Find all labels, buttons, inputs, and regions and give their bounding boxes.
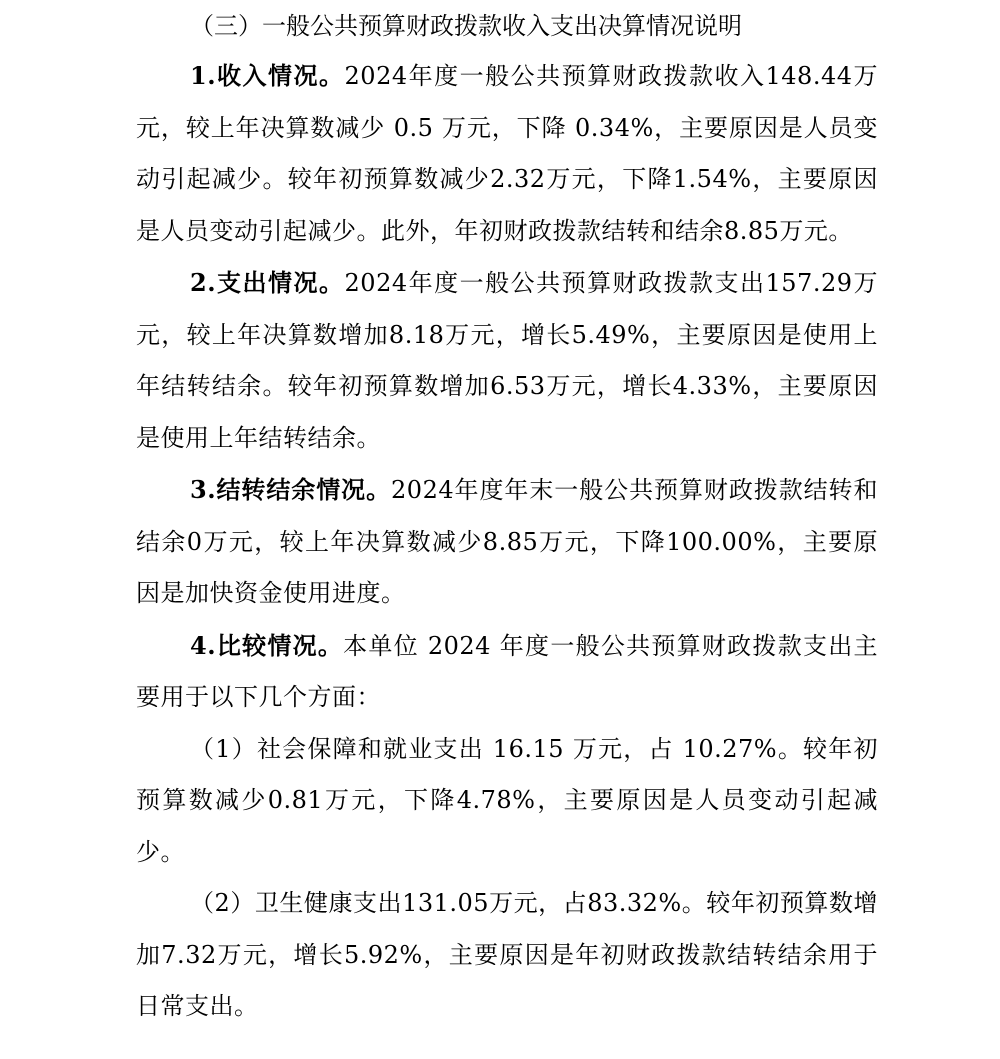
comparison-lead: 4.比较情况。 bbox=[190, 630, 344, 660]
comparison-paragraph bbox=[136, 620, 878, 724]
expenditure-body: 2024年度一般公共预算财政拨款支出157.29万元，较上年决算数增加8.18万元，增长5.49%，主要原因是使用上年结转结余。较年初预算数增加6.53万元，增长4.33%，主要原因是使用上年结转结余。 bbox=[136, 269, 878, 452]
section-heading: （三）一般公共预算财政拨款收入支出决算情况说明 bbox=[190, 12, 742, 40]
document-page bbox=[136, 0, 878, 1033]
carryover-paragraph bbox=[136, 464, 878, 620]
comparison-body: 本单位 2024 年度一般公共预算财政拨款支出主要用于以下几个方面： bbox=[136, 631, 878, 711]
carryover-lead: 3.结转结余情况。 bbox=[190, 475, 392, 504]
expenditure-paragraph bbox=[136, 257, 878, 464]
expenditure-lead: 2.支出情况。 bbox=[190, 268, 345, 297]
carryover-body: 2024年度年末一般公共预算财政拨款结转和结余0万元，较上年决算数减少8.85万元，下降100.00%，主要原因是加快资金使用进度。 bbox=[136, 476, 878, 607]
comparison-item-health: （2）卫生健康支出131.05万元，占83.32%。较年初预算数增加7.32万元，增长5.92%，主要原因是年初财政拨款结转结余用于日常支出。 bbox=[136, 889, 878, 1020]
comparison-item-social-security: （1）社会保障和就业支出 16.15 万元，占 10.27%。较年初预算数减少0.81万元，下降4.78%，主要原因是人员变动引起减少。 bbox=[136, 734, 878, 866]
income-lead: 1.收入情况。 bbox=[190, 61, 345, 90]
income-body: 2024年度一般公共预算财政拨款收入148.44万元，较上年决算数减少 0.5 万元，下降 0.34%，主要原因是人员变动引起减少。较年初预算数减少2.32万元，下降1.54%，主要原因是人员变动引起减少。此外，年初财政拨款结转和结余8.85万元。 bbox=[136, 62, 878, 245]
income-paragraph bbox=[136, 50, 878, 257]
